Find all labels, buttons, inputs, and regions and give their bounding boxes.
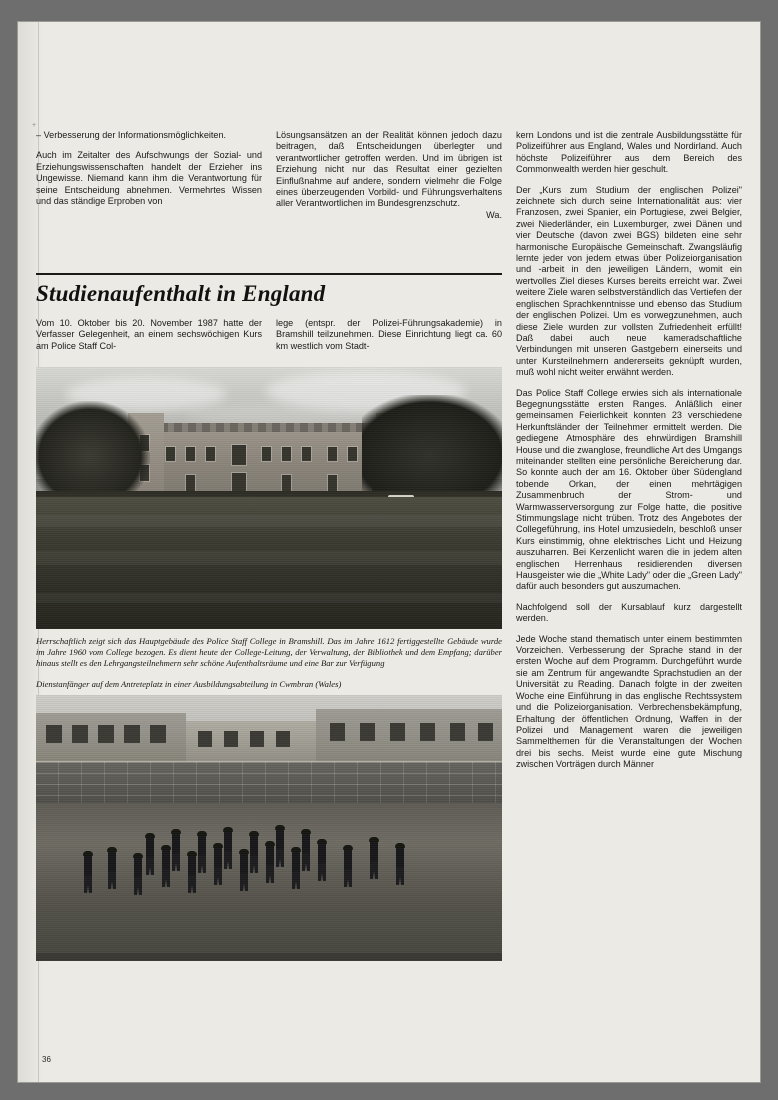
column-right bbox=[516, 130, 742, 780]
paragraph: Auch im Zeitalter des Aufschwungs der Sozial- und Erziehungswissenschaften handelt der Erzieher ins Ungewisse. Niemand kann ihm die Verantwortung für seine Entscheidung abnehmen. Vermehrtes Wissen und das ständige Erproben von bbox=[36, 150, 262, 207]
paragraph: Das Police Staff College erwies sich als internationale Begegnungsstätte ersten Ranges. Anläßlich einer gemeinsamen Feierlichkeit konnten 23 verschiedene Herkunftsländer der Teilnehmer ermittelt werden. Die gediegene Atmosphäre des ehrwürdigen Bramshill House und die zwanglose, freundliche Art des Umgangs miteinander stellten eine persönliche Bereicherung dar. So konnte auch der am 16. Oktober über Südengland tobende Orkan, der einen mehrtägigen Zusammenbruch der Strom- und Warmwasserversorgung zur Folge hatte, die positive Stimmungslage nicht trüben. Trotz des Angebotes der Collegeführung, ins Hotel umzusiedeln, beschloß unser Kurs einstimmig, ohne elektrisches Licht und Heizung auszuharren. Bei Kerzenlicht waren die in jedem alten englischen Herrenhaus residierenden diversen Hausgeister wie die „White Lady" oder die „Green Lady" dafür auch besonders gut auszumachen. bbox=[516, 387, 742, 592]
article-headline: Studienaufenthalt in England bbox=[36, 281, 326, 306]
figure-caption: Dienstanfänger auf dem Antreteplatz in einer Ausbildungsabteilung in Cwmbran (Wales) bbox=[36, 678, 342, 689]
paragraph: Der „Kurs zum Studium der englischen Polizei" zeichnete sich durch seine Internationalität aus: vier Franzosen, zwei Spanier, ein Portugiese, zwei Belgier, zwei Niederländer, ein Luxemburger, zwei Dänen und vier Deutsche (davon zwei BGS) bildeten eine sehr harmonische Europäische Gemeinschaft. Zwangsläufig lernte jeder von jedem etwas über Polizeiorganisation und -arbeit in den jeweiligen Ländern, womit ein wertvolles Ziel dieses Kurses bereits erreicht war. Zwei weitere Ziele waren selbstverständlich das Vertiefen der englischen Sprachkenntnisse und ebenso das Studium der englischen Polizei. Um es vorwegzunehmen, auch diese Ziele wurden zur vollsten Zufriedenheit erfüllt! Daß dabei auch neue kameradschaftliche Verbindungen mit unseren Gastgebern einerseits und unter Kursteilnehmern andererseits geknüpft wurden, muß wohl nicht weiter erwähnt werden. bbox=[516, 184, 742, 378]
paragraph: – Verbesserung der Informationsmöglichkeiten. bbox=[36, 130, 227, 140]
bramshill-house-photo bbox=[36, 367, 502, 629]
figure-caption: Herrschaftlich zeigt sich das Hauptgebäude des Police Staff College in Bramshill. Das im Jahre 1612 fertiggestellte Gebäude wurde im Jahre 1960 vom College bezogen. Es dient heute der College-Leitung, der Verwaltung, der Bibliothek und dem Empfang; darüber hinaus stellt es den Lehrgangsteilnehmern sehr schöne Aufenthaltsräume und eine Bar zur Verfügung bbox=[36, 636, 502, 668]
article-block bbox=[36, 273, 502, 968]
article-column-left bbox=[36, 318, 262, 361]
paragraph: Nachfolgend soll der Kursablauf kurz dargestellt werden. bbox=[516, 601, 742, 624]
headline-rule-top bbox=[36, 273, 502, 275]
page-surface bbox=[18, 22, 760, 1082]
tree-cluster-left bbox=[36, 401, 150, 493]
page-number: 36 bbox=[42, 1055, 51, 1064]
photo-grain bbox=[36, 695, 502, 961]
paragraph: Lösungsansätzen an der Realität können jedoch dazu beitragen, daß Entscheidungen überlegter und verantwortlicher getroffen werden. Und im übrigen ist Erziehung nicht nur das Resultat einer gezielten Einflußnahme auf andere, sondern vielmehr die Folge eines überzeugenden Vorbild- und Führungsverhaltens aller Verantwortlichen im Bundesgrenzschutz. bbox=[276, 130, 502, 209]
paragraph: kern Londons und ist die zentrale Ausbildungsstätte für Polizeiführer aus England, Wales und Nordirland. Auch höchste Polizeiführer aus dem Bereich des Commonwealth werden hier geschult. bbox=[516, 130, 742, 175]
registration-tick: + bbox=[32, 122, 37, 129]
paragraph: lege (entspr. der Polizei-Führungsakademie) in Bramshill teilzunehmen. Diese Einrichtung liegt ca. 60 km westlich vom Stadt- bbox=[276, 318, 502, 351]
front-lawn bbox=[36, 497, 502, 629]
article-column-middle bbox=[276, 318, 502, 361]
magazine-page bbox=[18, 22, 760, 1082]
parade-ground-photo bbox=[36, 695, 502, 961]
author-initials: Wa. bbox=[486, 209, 502, 220]
paragraph: Jede Woche stand thematisch unter einem bestimmten Vorzeichen. Verbesserung der Sprache stand in der ersten Woche auf dem Programm. Durchgeführt wurde sie am Zentrum für angewandte Sprachstudien an der Universität zu Reading. Danach folgte in der zweiten Woche eine Einführung in das englische Rechtssystem und die Polizeiorganisation. Verbrechensbekämpfung, Erhaltung der öffentlichen Ordnung, Waffen in der Polizei und Management waren die jeweiligen Sammelthemen für die Veranstaltungen der Wochen drei bis sechs. Meist wurde eine gute Mischung zwischen Vorträgen durch Männer bbox=[516, 633, 742, 770]
paragraph: Vom 10. Oktober bis 20. November 1987 hatte der Verfasser Gelegenheit, an einem sechswöchigen Kurs am Police Staff Col- bbox=[36, 318, 262, 351]
article-intro-columns bbox=[36, 318, 502, 361]
tree-cluster-right bbox=[362, 395, 502, 495]
page-content bbox=[36, 130, 742, 780]
